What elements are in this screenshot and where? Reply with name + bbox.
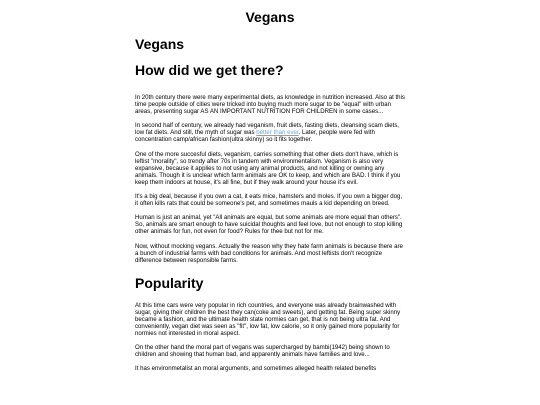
better-than-ever-link[interactable]: better than ever	[256, 129, 299, 137]
paragraph: On the other hand the moral part of vegans was supercharged by bambi(1942) being shown to children and showing that human bad, and apparently animals have families and love...	[135, 344, 390, 359]
paragraph-with-link	[135, 122, 405, 143]
paragraph-text: In second half of century, we already had veganism, fruit diets, fasting diets, cleansing scam diets, low fat diets. And still, the myth of sugar was	[135, 122, 400, 137]
section-heading-popularity: Popularity	[135, 274, 204, 291]
paragraph: At this time cars were very popular in rich countries, and everyone was already brainwashed with sugar, giving their children the best they can(coke and sweets), and getting fat. Being super skinny became a fashion, and the ultimate health state normies can get, that is not being ultra fat. And conveniently, vegan diet was seen as "fit", low fat, low calorie, so it only gained more popularity for normies not interested in moral aspect.	[135, 301, 401, 338]
article-title: Vegans	[135, 36, 185, 52]
paragraph: It has environmetalist an moral arguments, and sometimes alleged health related benefits	[135, 365, 377, 373]
paragraph: It's a big deal, because if you own a cat, it eats mice, hamsters and moles. If you own a bigger dog, it often kills rats that could be someone's pet, and sometimes mauls a kid depending on breed.	[135, 193, 403, 208]
site-title: Vegans	[245, 9, 295, 25]
paragraph-text: . Later, people were fed with concentration camp/african fashion(ultra skinny) so it fits together.	[135, 129, 375, 144]
paragraph: One of the more succesful diets, veganism, carries something that other diets don't have, which is leftist "morality", so trendy after 70s in tandem with environmentalism. Veganism is also very expansive, because it applies to not using any animal products, and not killing or owning any animals. Though it is unclear which farm animals are OK to keep, and which are BAD. I think if you keep them indoors at house, it's all fine, but if they walk around your house it's evil.	[135, 150, 401, 186]
section-heading-how-did-we-get-there: How did we get there?	[135, 62, 284, 78]
paragraph: In 20th century there were many experimental diets, as knowledge in nutrition increased. Also at this time people outside of cities were tricked into buying much more sugar to be "equal" with urban areas, presenting sugar AS AN IMPORTANT NUTRITION FOR CHILDREN in some cases...	[135, 94, 405, 116]
paragraph: Now, without mocking vegans. Actually the reason why they hate farm animals is because there are a bunch of industrial farms with bad conditions for animals. And most leftists don't recognize difference between responsible farms.	[135, 242, 403, 264]
article-content	[135, 32, 405, 373]
paragraph: Human is just an animal, yet "All animals are equal, but some animals are more equal than others". So, animals are smart enough to have suicidal thoughts and feel love, but not enough to stop killing other animals for fun, not even for food? Rules for thee but not for me.	[135, 214, 403, 236]
